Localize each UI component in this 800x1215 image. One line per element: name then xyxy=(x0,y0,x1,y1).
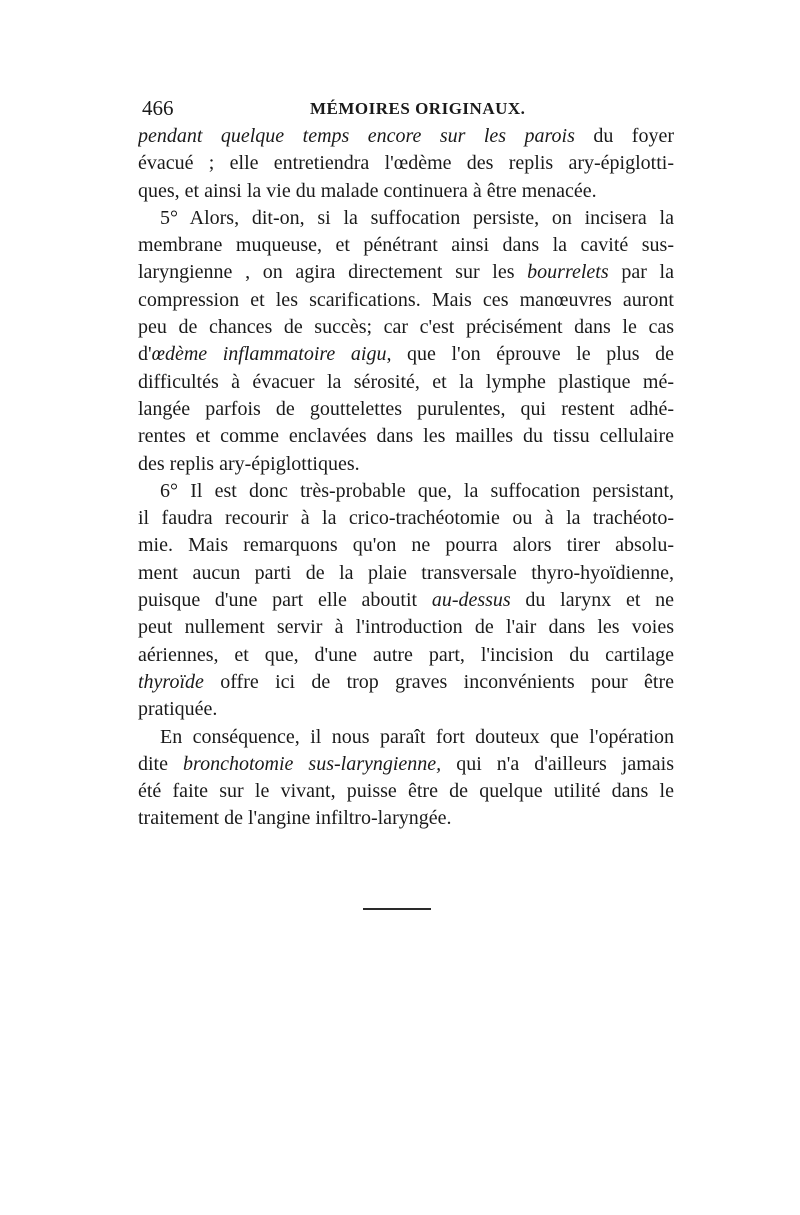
text-line: En conséquence, il nous paraît fort douteux que l'opération xyxy=(160,725,674,748)
text-line: membrane muqueuse, et pénétrant ainsi dans la cavité sus- xyxy=(138,234,674,257)
text-line: pratiquée. xyxy=(138,698,218,721)
text-line: pendant quelque temps encore sur les parois du foyer xyxy=(138,125,674,147)
body-text xyxy=(138,123,674,833)
text-line: été faite sur le vivant, puisse être de quelque utilité dans le xyxy=(138,780,674,803)
text-line: langée parfois de gouttelettes purulentes, qui restent adhé- xyxy=(138,397,674,420)
text-line: ques, et ainsi la vie du malade continuera à être menacée. xyxy=(138,179,597,202)
text-line: aériennes, et que, d'une autre part, l'incision du cartilage xyxy=(138,643,674,666)
section-end-rule xyxy=(363,908,431,910)
text-line: d'œdème inflammatoire aigu, que l'on éprouve le plus de xyxy=(138,343,674,366)
text-line: compression et les scarifications. Mais ces manœuvres auront xyxy=(138,288,674,311)
text-line: mie. Mais remarquons qu'on ne pourra alors tirer absolu- xyxy=(138,534,674,557)
text-line: 6° Il est donc très-probable que, la suffocation persistant, xyxy=(160,479,674,502)
text-line: peu de chances de succès; car c'est précisément dans le cas xyxy=(138,316,674,339)
text-line: thyroïde offre ici de trop graves inconvénients pour être xyxy=(138,670,674,693)
text-line: 5° Alors, dit-on, si la suffocation persiste, on incisera la xyxy=(160,206,674,229)
text-line: puisque d'une part elle aboutit au-dessus du larynx et ne xyxy=(138,589,674,612)
text-line: traitement de l'angine infiltro-laryngée. xyxy=(138,807,452,830)
page-header xyxy=(138,96,674,124)
page-number: 466 xyxy=(142,96,174,120)
text-line: des replis ary-épiglottiques. xyxy=(138,452,360,475)
text-line: laryngienne , on agira directement sur les bourrelets par la xyxy=(138,261,674,284)
running-title: MÉMOIRES ORIGINAUX. xyxy=(310,99,526,118)
text-line: peut nullement servir à l'introduction de l'air dans les voies xyxy=(138,616,674,639)
text-line: dite bronchotomie sus-laryngienne, qui n'a d'ailleurs jamais xyxy=(138,752,674,775)
text-line: difficultés à évacuer la sérosité, et la lymphe plastique mé- xyxy=(138,370,674,393)
text-line: rentes et comme enclavées dans les mailles du tissu cellulaire xyxy=(138,425,674,448)
text-line: évacué ; elle entretiendra l'œdème des replis ary-épiglotti- xyxy=(138,152,674,175)
text-line: ment aucun parti de la plaie transversale thyro-hyoïdienne, xyxy=(138,561,674,584)
text-line: il faudra recourir à la crico-trachéotomie ou à la trachéoto- xyxy=(138,507,674,530)
